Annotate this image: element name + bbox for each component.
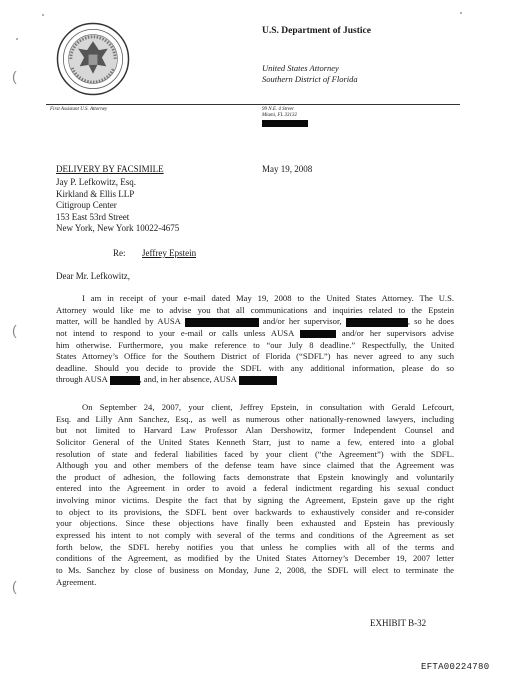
first-assistant-label: First Assistant U.S. Attorney <box>50 107 108 112</box>
bates-number: EFTA00224780 <box>421 662 490 672</box>
agency-name: U.S. Department of Justice <box>262 26 371 36</box>
redaction-bar <box>239 376 277 385</box>
redaction-bar <box>346 318 408 327</box>
redaction-bar <box>262 120 308 127</box>
re-subject: Jeffrey Epstein <box>142 248 197 258</box>
scan-speck <box>460 12 462 14</box>
salutation: Dear Mr. Lefkowitz, <box>56 271 130 281</box>
redaction-bar <box>110 376 140 385</box>
paragraph-2: On September 24, 2007, your client, Jeffrey Epstein, in consultation with Gerald Lefcourt, Esq. and Lilly Ann Sanchez, Esq., as well as numerous other nationally-renowned lawyers, including but not limited to Harvard Law Professor Alan Dershowitz, former Independent Counsel and Solicitor General of the United States Kenneth Starr, just to name a few, entered into a global resolution of state and federal liabilities faced by your client (“the Agreement”) with the SDFL. Although you and other members of the defense team have since claimed that the Agreement was the product of adhesion, the following facts demonstrate that Epstein knowingly and voluntarily entered into the Agreement in order to avoid a federal indictment regarding his sexual conduct involving minor victims. Despite the fact that by signing the Agreement, Epstein gave up the right to object to its provisions, the SDFL bent over backwards to exhaustively consider and re-consider your objections. Since these objections have finally been exhausted and Epstein has previously expressed his intent to not comply with several of the terms and conditions of the Agreement as set forth below, the SDFL hereby notifies you that unless he complies with all of the terms and conditions of the Agreement, as modified by the United States Attorney’s December 19, 2007 letter to Ms. Sanchez by close of business on Monday, June 2, 2008, the SDFL will elect to terminate the Agreement. <box>56 402 454 587</box>
redaction-bar <box>300 330 336 339</box>
redaction-bar <box>185 318 259 327</box>
office-address: 99 N.E. 4 Street Miami, FL 33132 <box>262 107 298 118</box>
scan-mark: ( <box>12 578 17 594</box>
scan-speck <box>42 14 44 16</box>
scan-mark: ( <box>12 68 17 84</box>
re-label: Re: <box>113 248 126 258</box>
letterhead-rule <box>46 104 460 105</box>
scan-speck <box>16 38 18 40</box>
letter-date: May 19, 2008 <box>262 164 313 174</box>
doj-seal-icon <box>56 22 130 96</box>
paragraph-1: I am in receipt of your e-mail dated May 19, 2008 to the United States Attorney. The U.S. Attorney would like me to advise you that all communications and inquiries related to the Epstein matter, will be handled by AUSA and/or her supervisor, , so he does not intend to respond to your e-mail or calls unless AUSA and/or her supervisors advise him otherwise. Furthermore, you make reference to “our July 8 deadline.” Respectfully, the United States Attorney’s Office for the Southern District of Florida (“SDFL”) has never agreed to any such deadline. Should you decide to provide the SDFL with any additional information, please do so through AUSA , and, in her absence, AUSA <box>56 293 454 385</box>
delivery-method: DELIVERY BY FACSIMILE <box>56 164 164 174</box>
scan-mark: ( <box>12 322 17 338</box>
office-name: United States Attorney Southern District of Florida <box>262 63 358 84</box>
recipient-address: Jay P. Lefkowitz, Esq. Kirkland & Ellis LLP Citigroup Center 153 East 53rd Street New York, New York 10022-4675 <box>56 177 180 234</box>
exhibit-label: EXHIBIT B-32 <box>370 618 427 628</box>
